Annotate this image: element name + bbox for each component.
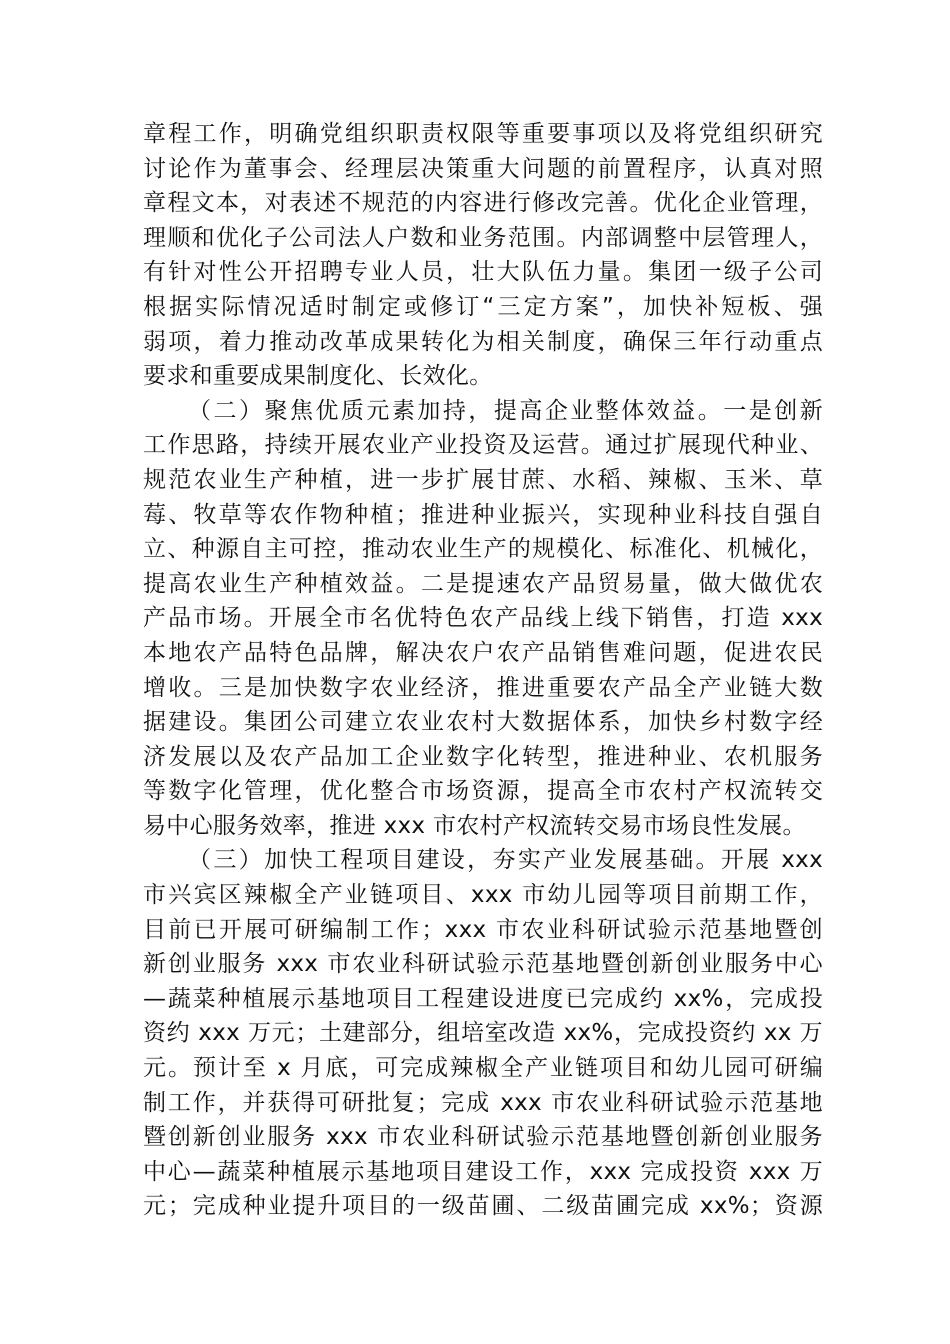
text-line: 提高农业生产种植效益。二是提速农产品贸易量，做大做优农: [143, 570, 823, 597]
text-line: 弱项，着力推动改革成果转化为相关制度，确保三年行动重点: [143, 328, 823, 355]
text-line: 规范农业生产种植，进一步扩展甘蔗、水稻、辣椒、玉米、草: [143, 466, 823, 493]
text-line: 目前已开展可研编制工作；xxx 市农业科研试验示范基地暨创: [143, 916, 823, 943]
text-line: 要求和重要成果制度化、长效化。: [143, 363, 493, 390]
text-line: 章程工作，明确党组织职责权限等重要事项以及将党组织研究: [143, 121, 823, 147]
text-line: 本地农产品特色品牌，解决农户农产品销售难问题，促进农民: [143, 639, 823, 666]
document-body: [143, 117, 823, 1224]
text-line: 工作思路，持续开展农业产业投资及运营。通过扩展现代种业、: [143, 432, 823, 459]
text-line: 产品市场。开展全市名优特色农产品线上线下销售，打造 xxx: [143, 605, 823, 632]
text-line: 等数字化管理，优化整合市场资源，提高全市农村产权流转交: [143, 778, 823, 805]
text-line: 资约 xxx 万元；土建部分，组培室改造 xx%，完成投资约 xx 万: [143, 1020, 823, 1047]
section-heading-line: （二）聚焦优质元素加持，提高企业整体效益。一是创新: [188, 397, 823, 424]
text-line: 据建设。集团公司建立农业农村大数据体系，加快乡村数字经: [143, 709, 823, 736]
text-line: 制工作，并获得可研批复；完成 xxx 市农业科研试验示范基地: [143, 1089, 823, 1116]
text-line: 元；完成种业提升项目的一级苗圃、二级苗圃完成 xx%；资源: [143, 1193, 823, 1220]
text-line: 章程文本，对表述不规范的内容进行修改完善。优化企业管理，: [143, 190, 823, 217]
text-line: 讨论作为董事会、经理层决策重大问题的前置程序，认真对照: [143, 155, 823, 182]
text-line: 增收。三是加快数字农业经济，推进重要农产品全产业链大数: [143, 674, 823, 701]
text-line: 理顺和优化子公司法人户数和业务范围。内部调整中层管理人，: [143, 224, 823, 251]
text-line: 立、种源自主可控，推动农业生产的规模化、标准化、机械化，: [143, 536, 823, 563]
text-line: 莓、牧草等农作物种植；推进种业振兴，实现种业科技自强自: [143, 501, 823, 528]
text-line: 济发展以及农产品加工企业数字化转型，推进种业、农机服务: [143, 743, 823, 770]
text-line: 暨创新创业服务 xxx 市农业科研试验示范基地暨创新创业服务: [143, 1124, 823, 1151]
text-line: 有针对性公开招聘专业人员，壮大队伍力量。集团一级子公司: [143, 259, 823, 286]
text-line: 根据实际情况适时制定或修订“三定方案”，加快补短板、强: [143, 293, 823, 320]
text-line: 新创业服务 xxx 市农业科研试验示范基地暨创新创业服务中心: [143, 951, 823, 978]
text-line: 中心—蔬菜种植展示基地项目建设工作，xxx 完成投资 xxx 万: [143, 1158, 823, 1185]
text-line: 元。预计至 x 月底，可完成辣椒全产业链项目和幼儿园可研编: [143, 1055, 823, 1082]
text-line: 市兴宾区辣椒全产业链项目、xxx 市幼儿园等项目前期工作，: [143, 882, 823, 909]
text-line: 易中心服务效率，推进 xxx 市农村产权流转交易市场良性发展。: [143, 812, 806, 839]
section-heading-line: （三）加快工程项目建设，夯实产业发展基础。开展 xxx: [188, 847, 823, 874]
text-line: —蔬菜种植展示基地项目工程建设进度已完成约 xx%，完成投: [143, 985, 823, 1012]
